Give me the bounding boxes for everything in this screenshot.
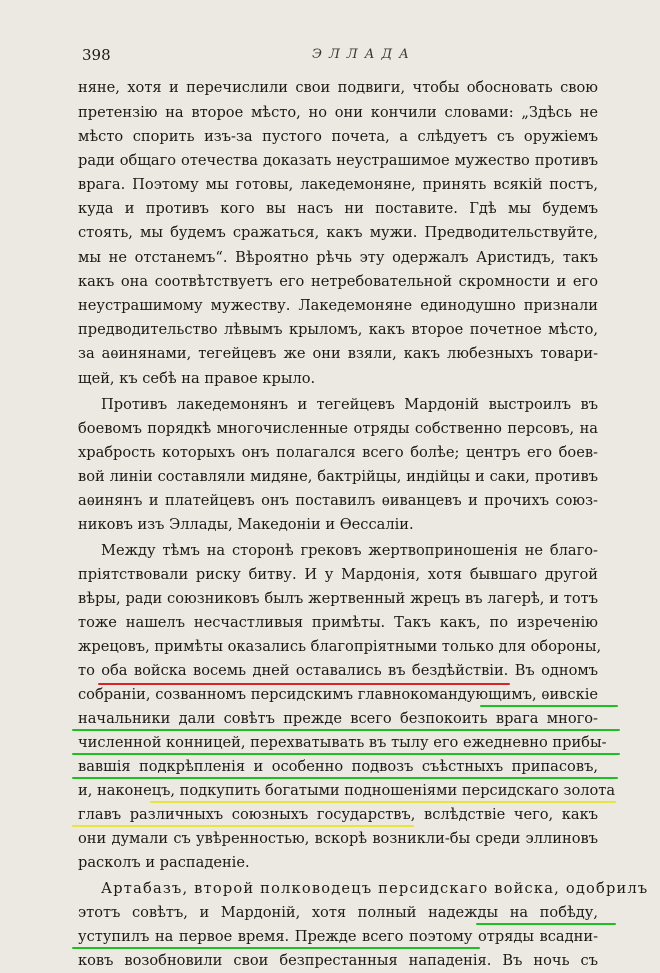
text-line: мѣсто спорить изъ-за пустого почета, а слѣдуетъ съ оружіемъ <box>78 128 598 145</box>
text-line: Противъ лакедемонянъ и тегейцевъ Мардоній выстроилъ въ <box>101 396 598 413</box>
text-line: Артабазъ, второй полководецъ персидскаго войска, одобрилъ <box>101 880 649 897</box>
text-line: за аѳинянами, тегейцевъ же они взяли, какъ любезныхъ товари- <box>78 345 598 362</box>
green-underline <box>72 947 480 949</box>
text-line: уступилъ на первое время. Прежде всего поэтому отряды всадни- <box>78 928 598 945</box>
text-line: щей, къ себѣ на правое крыло. <box>78 370 316 387</box>
green-underline <box>476 923 616 925</box>
text-line: куда и противъ кого вы насъ ни поставите. Гдѣ мы будемъ <box>78 200 598 217</box>
yellow-underline <box>72 825 414 827</box>
text-line: вѣры, ради союзниковъ былъ жертвенный жрецъ въ лагерѣ, и тотъ <box>78 590 598 607</box>
text-line: тоже нашелъ несчастливыя примѣты. Такъ какъ, по изреченію <box>78 614 598 631</box>
text-line: вой линіи составляли мидяне, бактрійцы, индійцы и саки, противъ <box>78 468 598 485</box>
text-line: вавшія подкрѣпленія и особенно подвозъ съѣстныхъ припасовъ, <box>78 758 598 775</box>
text-line: они думали съ увѣренностью, вскорѣ возникли-бы среди эллиновъ <box>78 830 598 847</box>
page-number: 398 <box>82 46 111 64</box>
text-line: численной конницей, перехватывать въ тылу его ежедневно прибы- <box>78 734 607 751</box>
green-underline <box>72 777 618 779</box>
text-line: боевомъ порядкѣ многочисленные отряды собственно персовъ, на <box>78 420 598 437</box>
text-line: храбрость которыхъ онъ полагался всего болѣе; центръ его боев- <box>78 444 598 461</box>
text-line: какъ она соотвѣтствуетъ его нетребовательной скромности и его <box>78 273 598 290</box>
red-underline <box>98 683 510 685</box>
text-line: стоять, мы будемъ сражаться, какъ мужи. Предводительствуйте, <box>78 224 598 241</box>
text-line: ковъ возобновили свои безпрестанныя нападенія. Въ ночь съ <box>78 952 598 969</box>
text-line: ради общаго отечества доказать неустрашимое мужество противъ <box>78 152 598 169</box>
green-underline <box>72 729 620 731</box>
text-line: мы не отстанемъ“. Вѣроятно рѣчь эту одержалъ Аристидъ, такъ <box>78 249 598 266</box>
green-underline <box>480 705 618 707</box>
text-line: претензію на второе мѣсто, но они кончили словами: „Здѣсь не <box>78 104 598 121</box>
text-line: собраніи, созванномъ персидскимъ главнокомандующимъ, ѳивскіе <box>78 686 598 703</box>
text-line: неустрашимому мужеству. Лакедемоняне единодушно признали <box>78 297 598 314</box>
text-line: никовъ изъ Эллады, Македоніи и Ѳессаліи. <box>78 516 414 533</box>
running-head: ЭЛЛАДА <box>312 47 416 62</box>
text-line: то оба войска восемь дней оставались въ бездѣйствіи. Въ одномъ <box>78 662 598 679</box>
text-line: предводительство лѣвымъ крыломъ, какъ второе почетное мѣсто, <box>78 321 598 338</box>
green-underline <box>72 753 620 755</box>
text-line: расколъ и распаденіе. <box>78 854 250 871</box>
text-line: Между тѣмъ на сторонѣ грековъ жертвоприношенія не благо- <box>101 542 598 559</box>
text-line: этотъ совѣтъ, и Мардоній, хотя полный надежды на побѣду, <box>78 904 598 921</box>
text-line: врага. Поэтому мы готовы, лакедемоняне, принять всякій постъ, <box>78 176 598 193</box>
text-line: начальники дали совѣтъ прежде всего безпокоить врага много- <box>78 710 598 727</box>
yellow-underline <box>150 801 616 803</box>
text-line: главъ различныхъ союзныхъ государствъ, вслѣдствіе чего, какъ <box>78 806 598 823</box>
text-line: жрецовъ, примѣты оказались благопріятными только для обороны, <box>78 638 602 655</box>
text-line: няне, хотя и перечислили свои подвиги, чтобы обосновать свою <box>78 79 598 96</box>
text-line: и, наконецъ, подкупить богатыми подношеніями персидскаго золота <box>78 782 616 799</box>
text-line: аѳинянъ и платейцевъ онъ поставилъ ѳиванцевъ и прочихъ союз- <box>78 492 598 509</box>
text-line: пріятствовали риску битву. И у Мардонія, хотя бывшаго другой <box>78 566 598 583</box>
